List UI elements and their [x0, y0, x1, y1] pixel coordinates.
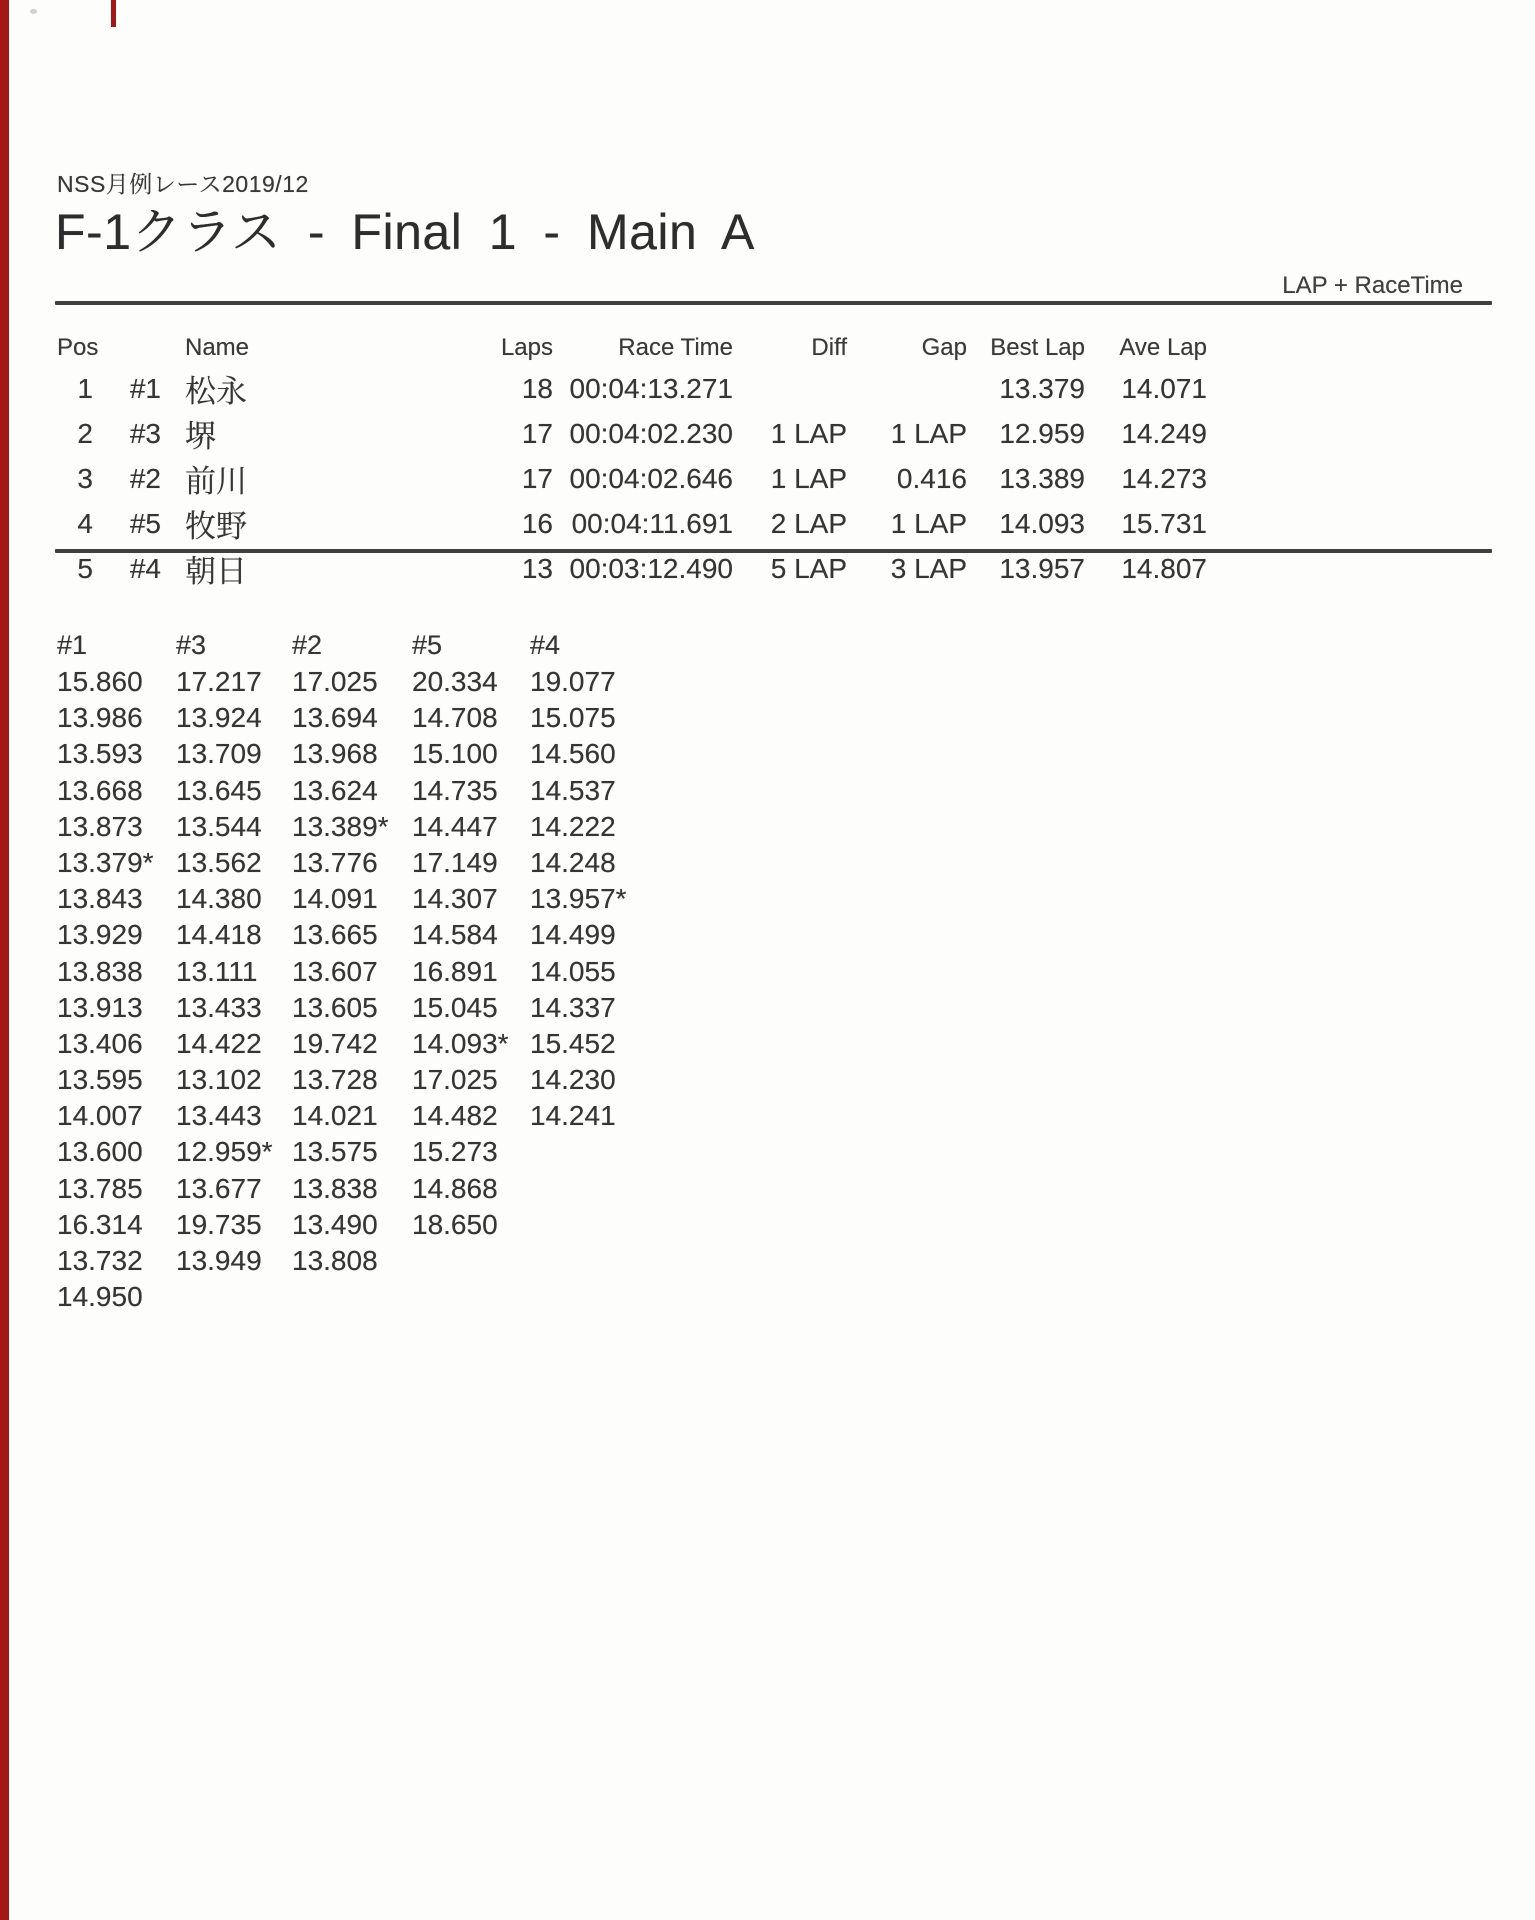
- lap-time-value: 14.560: [530, 738, 616, 770]
- lap-time-value: 12.959*: [176, 1136, 273, 1168]
- lap-time-value: 20.334: [412, 666, 498, 697]
- page-title: F-1クラス - Final 1 - Main A: [55, 204, 755, 260]
- cell-num: #4: [129, 552, 161, 584]
- cell-spacer: [1207, 456, 1490, 501]
- cell-diff: 1 LAP: [770, 462, 847, 494]
- lap-column-header: #2: [292, 630, 323, 660]
- cell-diff: 2 LAP: [770, 507, 847, 539]
- cell-laps: 16: [521, 507, 553, 539]
- lap-time-value: 13.624: [292, 774, 378, 806]
- lap-time-value: 13.595: [57, 1064, 143, 1096]
- lap-time-value: 15.100: [412, 738, 498, 770]
- col-header-best-lap: Best Lap: [990, 334, 1085, 361]
- lap-chart: [0, 630, 1535, 1330]
- results-body: [57, 366, 1490, 591]
- result-row: [57, 501, 1490, 546]
- cell-race-time: 00:04:02.230: [569, 417, 733, 449]
- cell-ave-lap: 14.273: [1121, 462, 1207, 494]
- cell-ave-lap: 14.071: [1121, 372, 1207, 404]
- lap-time-value: 14.418: [176, 919, 262, 951]
- cell-race-time: 00:04:11.691: [571, 507, 733, 539]
- lap-time-value: 15.860: [57, 666, 143, 697]
- lap-time-value: 15.273: [412, 1136, 498, 1168]
- cell-ave-lap: 14.249: [1121, 417, 1207, 449]
- lap-time-value: 17.025: [412, 1064, 498, 1096]
- cell-best-lap: 14.093: [999, 507, 1085, 539]
- cell-laps: 13: [521, 552, 553, 584]
- lap-time-value: 14.708: [412, 702, 498, 734]
- lap-time-value: 13.968: [292, 738, 378, 770]
- lap-time-value: 13.379*: [57, 846, 154, 878]
- lap-time-value: 16.891: [412, 955, 498, 987]
- cell-pos: 4: [77, 507, 93, 539]
- lap-time-value: 13.929: [57, 919, 143, 951]
- col-header-num: [103, 334, 169, 366]
- title-divider: [55, 301, 1492, 305]
- lap-time-value: 13.575: [292, 1136, 378, 1168]
- cell-name: 朝日: [185, 554, 247, 589]
- lap-time-value: 14.499: [530, 919, 616, 951]
- lap-time-value: 14.422: [176, 1027, 262, 1059]
- lap-time-value: 14.950: [57, 1281, 143, 1313]
- lap-time-value: 14.482: [412, 1100, 498, 1132]
- lap-time-value: 13.607: [292, 955, 378, 987]
- lap-column-header: #1: [57, 630, 88, 660]
- lap-column-car2: [292, 630, 432, 1279]
- result-row: [57, 411, 1490, 456]
- col-header-ave-lap: Ave Lap: [1119, 334, 1207, 361]
- lap-time-value: 13.838: [292, 1172, 378, 1204]
- lap-time-value: 14.735: [412, 774, 498, 806]
- col-header-race-time: Race Time: [618, 334, 733, 361]
- lap-time-value: 19.735: [176, 1208, 262, 1240]
- cell-pos: 1: [77, 372, 93, 404]
- cell-name: 松永: [185, 374, 247, 409]
- lap-time-value: 19.742: [292, 1027, 378, 1059]
- lap-time-value: 15.045: [412, 991, 498, 1023]
- lap-time-value: 13.913: [57, 991, 143, 1023]
- cell-race-time: 00:04:13.271: [569, 372, 733, 404]
- results-header-row: [57, 334, 1490, 366]
- lap-time-value: 18.650: [412, 1208, 498, 1240]
- lap-time-value: 13.709: [176, 738, 262, 770]
- cell-gap: [851, 366, 969, 411]
- lap-time-value: 13.605: [292, 991, 378, 1023]
- lap-time-value: 13.986: [57, 702, 143, 734]
- col-header-pos: Pos: [57, 334, 99, 361]
- cell-pos: 2: [77, 417, 93, 449]
- lap-time-value: 14.248: [530, 846, 616, 878]
- cell-pos: 5: [77, 552, 93, 584]
- cell-ave-lap: 14.807: [1121, 552, 1207, 584]
- lap-time-value: 17.149: [412, 846, 498, 878]
- lap-time-value: 13.957*: [530, 883, 627, 915]
- lap-time-value: 13.785: [57, 1172, 143, 1204]
- lap-time-value: 13.924: [176, 702, 262, 734]
- event-subtitle: NSS月例レース2019/12: [57, 171, 309, 197]
- scan-speck: [30, 9, 37, 14]
- cell-best-lap: 13.379: [999, 372, 1085, 404]
- col-header-name: Name: [185, 334, 250, 361]
- cell-name: 前川: [185, 464, 247, 499]
- lap-time-value: 14.241: [530, 1100, 616, 1132]
- lap-time-value: 16.314: [57, 1208, 143, 1240]
- cell-gap: 0.416: [896, 462, 967, 494]
- cell-diff: 1 LAP: [770, 417, 847, 449]
- lap-time-value: 14.007: [57, 1100, 143, 1132]
- lap-time-value: 13.443: [176, 1100, 262, 1132]
- cell-pos: 3: [77, 462, 93, 494]
- lap-time-value: 14.337: [530, 991, 616, 1023]
- lap-time-value: 13.808: [292, 1245, 378, 1276]
- lap-time-value: 13.544: [176, 810, 262, 842]
- lap-time-value: 14.021: [292, 1100, 378, 1132]
- lap-time-value: 14.868: [412, 1172, 498, 1204]
- cell-num: #1: [129, 372, 161, 404]
- cell-spacer: [1207, 366, 1490, 411]
- lap-time-value: 13.694: [292, 702, 378, 734]
- cell-best-lap: 13.389: [999, 462, 1085, 494]
- lap-time-value: 17.025: [292, 666, 378, 697]
- lap-time-value: 13.668: [57, 774, 143, 806]
- cell-num: #5: [129, 507, 161, 539]
- lap-time-value: 17.217: [176, 666, 262, 697]
- lap-time-value: 14.307: [412, 883, 498, 915]
- cell-race-time: 00:03:12.490: [569, 552, 733, 584]
- cell-num: #3: [129, 417, 161, 449]
- lap-time-value: 13.732: [57, 1245, 143, 1276]
- lap-time-value: 13.406: [57, 1027, 143, 1059]
- scan-tick-artifact: [111, 0, 116, 27]
- timing-mode-label: LAP + RaceTime: [1282, 272, 1463, 299]
- lap-time-value: 15.075: [530, 702, 616, 734]
- result-row: [57, 366, 1490, 411]
- lap-time-value: 14.584: [412, 919, 498, 951]
- cell-name: 牧野: [185, 509, 247, 544]
- col-header-diff: Diff: [811, 334, 847, 361]
- cell-num: #2: [129, 462, 161, 494]
- lap-column-car4: [530, 630, 670, 1134]
- lap-time-value: 14.091: [292, 883, 378, 915]
- lap-time-value: 14.093*: [412, 1027, 509, 1059]
- lap-time-value: 15.452: [530, 1027, 616, 1059]
- lap-column-header: #4: [530, 630, 561, 660]
- lap-time-value: 14.055: [530, 955, 616, 987]
- lap-time-value: 13.593: [57, 738, 143, 770]
- cell-laps: 17: [521, 462, 553, 494]
- lap-column-header: #5: [412, 630, 443, 660]
- lap-time-value: 13.949: [176, 1245, 262, 1276]
- cell-best-lap: 12.959: [999, 417, 1085, 449]
- lap-time-value: 13.728: [292, 1064, 378, 1096]
- lap-time-value: 13.665: [292, 919, 378, 951]
- lap-time-value: 19.077: [530, 666, 616, 697]
- lap-time-value: 13.600: [57, 1136, 143, 1168]
- cell-spacer: [1207, 411, 1490, 456]
- results-divider: [55, 549, 1492, 553]
- lap-time-value: 13.433: [176, 991, 262, 1023]
- lap-time-value: 13.111: [176, 955, 258, 987]
- col-header-laps: Laps: [500, 334, 553, 361]
- lap-time-value: 13.677: [176, 1172, 262, 1204]
- lap-time-value: 13.389*: [292, 810, 389, 842]
- lap-time-value: 13.490: [292, 1208, 378, 1240]
- lap-column-header: #3: [176, 630, 207, 660]
- lap-time-value: 13.102: [176, 1064, 262, 1096]
- cell-gap: 1 LAP: [890, 507, 967, 539]
- cell-race-time: 00:04:02.646: [569, 462, 733, 494]
- cell-laps: 17: [521, 417, 553, 449]
- lap-time-value: 14.537: [530, 774, 616, 806]
- cell-diff: 5 LAP: [770, 552, 847, 584]
- lap-time-value: 14.230: [530, 1064, 616, 1096]
- cell-laps: 18: [521, 372, 553, 404]
- cell-name: 堺: [185, 419, 216, 454]
- lap-time-value: 14.222: [530, 810, 616, 842]
- result-row: [57, 456, 1490, 501]
- cell-gap: 3 LAP: [890, 552, 967, 584]
- lap-time-value: 14.380: [176, 883, 262, 915]
- lap-time-value: 13.645: [176, 774, 262, 806]
- lap-time-value: 13.838: [57, 955, 143, 987]
- cell-best-lap: 13.957: [999, 552, 1085, 584]
- lap-time-value: 14.447: [412, 810, 498, 842]
- lap-time-value: 13.776: [292, 846, 378, 878]
- lap-time-value: 13.873: [57, 810, 143, 842]
- cell-diff: [735, 366, 851, 411]
- cell-spacer: [1207, 501, 1490, 546]
- col-header-gap: Gap: [921, 334, 967, 361]
- lap-time-value: 13.843: [57, 883, 143, 915]
- cell-ave-lap: 15.731: [1121, 507, 1207, 539]
- cell-gap: 1 LAP: [890, 417, 967, 449]
- lap-time-value: 13.562: [176, 846, 262, 878]
